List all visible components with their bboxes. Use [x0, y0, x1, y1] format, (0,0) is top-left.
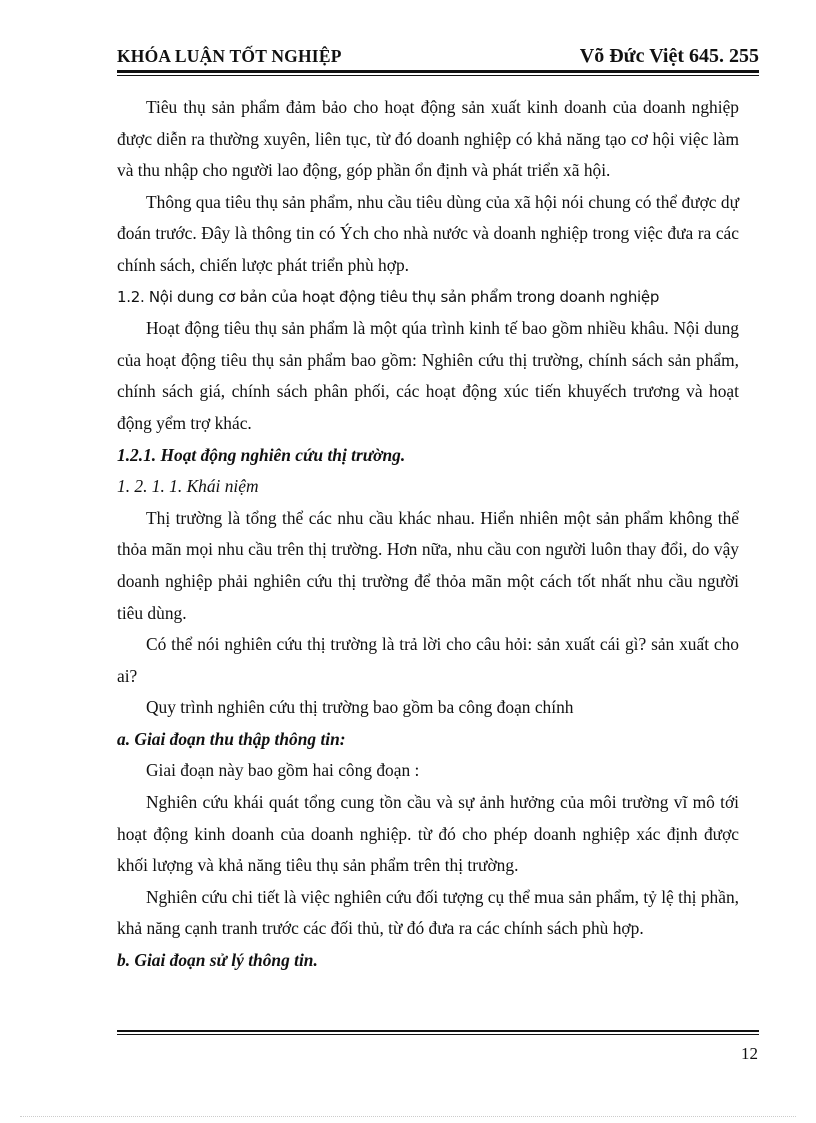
- paragraph: Tiêu thụ sản phẩm đảm bảo cho hoạt động sản xuất kinh doanh của doanh nghiệp được diễn ra thường xuyên, liên tục, từ đó doanh nghiệp có khả năng tạo cơ hội việc làm và thu nhập cho người lao động, góp phần ổn định và phát triển xã hội.: [117, 97, 739, 181]
- footer-rule: [117, 1030, 759, 1032]
- paragraph: Thị trường là tổng thể các nhu cầu khác nhau. Hiển nhiên một sản phẩm không thể thỏa mãn mọi nhu cầu trên thị trường. Hơn nữa, nhu cầu con người luôn thay đổi, do vậy doanh nghiệp phải nghiên cứu thị trường để thỏa mãn một cách tốt nhất nhu cầu người tiêu dùng.: [117, 507, 739, 623]
- subsection-heading: 1.2.1. Hoạt động nghiên cứu thị trường.: [117, 444, 406, 465]
- paragraph: Giai đoạn này bao gồm hai công đoạn :: [146, 760, 420, 781]
- header-title: KHÓA LUẬN TỐT NGHIỆP: [117, 46, 342, 66]
- paragraph: Nghiên cứu khái quát tổng cung tồn cầu và sự ảnh hưởng của môi trường vĩ mô tới hoạt động kinh doanh của doanh nghiệp. từ đó cho phép doanh nghiệp xác định được khối lượng và khả năng tiêu thụ sản phẩm trên thị trường.: [117, 792, 739, 876]
- header-rule: [117, 70, 759, 76]
- paragraph: Thông qua tiêu thụ sản phẩm, nhu cầu tiêu dùng của xã hội nói chung có thể được dự đoán trước. Đây là thông tin có Ých cho nhà nước và doanh nghiệp trong việc đưa ra các chính sách, chiến lược phát triển phù hợp.: [117, 191, 739, 275]
- footer-rule: [117, 1034, 759, 1035]
- page-number: 12: [741, 1044, 758, 1063]
- section-heading: 1.2. Nội dung cơ bản của hoạt động tiêu thụ sản phẩm trong doanh nghiệp: [117, 287, 660, 306]
- step-heading: b. Giai đoạn sử lý thông tin.: [117, 950, 318, 971]
- page-content: [117, 92, 739, 977]
- page-header: [117, 44, 759, 68]
- paragraph: Có thể nói nghiên cứu thị trường là trả lời cho câu hỏi: sản xuất cái gì? sản xuất cho ai?: [117, 634, 739, 686]
- paragraph: Quy trình nghiên cứu thị trường bao gồm ba công đoạn chính: [146, 697, 574, 718]
- step-heading: a. Giai đoạn thu thập thông tin:: [117, 728, 346, 749]
- subsubsection-heading: 1. 2. 1. 1. Khái niệm: [117, 476, 259, 497]
- paragraph: Nghiên cứu chi tiết là việc nghiên cứu đối tượng cụ thể mua sản phẩm, tỷ lệ thị phần, khả năng cạnh tranh trước các đối thủ, từ đó đưa ra các chính sách phù hợp.: [117, 886, 739, 939]
- paragraph: Hoạt động tiêu thụ sản phẩm là một qúa trình kinh tế bao gồm nhiều khâu. Nội dung của hoạt động tiêu thụ sản phẩm bao gồm: Nghiên cứu thị trường, chính sách sản phẩm, chính sách giá, chính sách phân phối, các hoạt động xúc tiến khuyếch trương và hoạt động yểm trợ khác.: [117, 318, 739, 433]
- page-edge: [20, 1116, 796, 1117]
- header-author: Võ Đức Việt 645. 255: [579, 45, 759, 67]
